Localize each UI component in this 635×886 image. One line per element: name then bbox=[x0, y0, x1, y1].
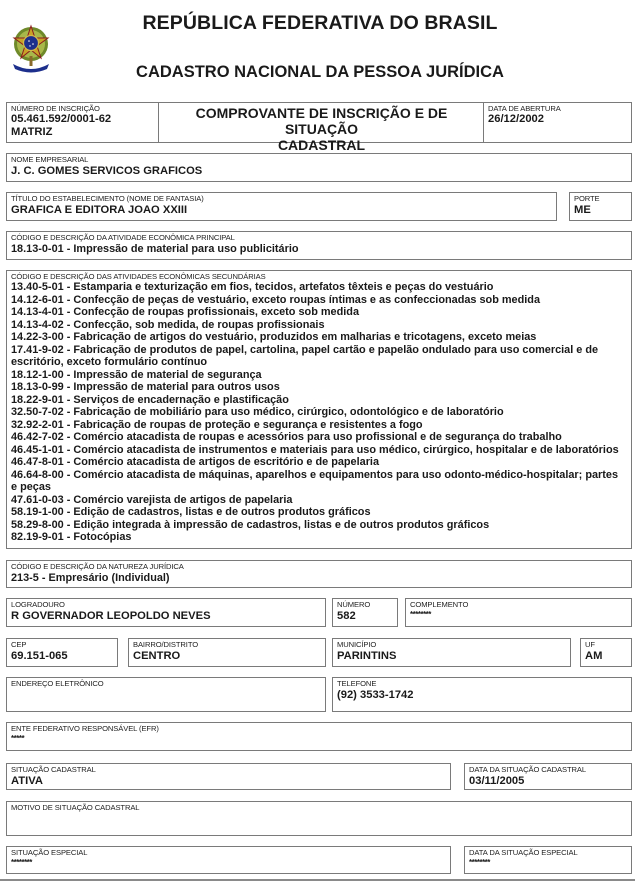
registry-title: CADASTRO NACIONAL DA PESSOA JURÍDICA bbox=[136, 63, 504, 81]
nome-empresarial-label: NOME EMPRESARIAL bbox=[11, 155, 89, 164]
efr-value: ***** bbox=[11, 734, 25, 743]
atividades-secundarias-label: CÓDIGO E DESCRIÇÃO DAS ATIVIDADES ECONÔMICAS SECUNDÁRIAS bbox=[11, 272, 266, 281]
efr-label: ENTE FEDERATIVO RESPONSÁVEL (EFR) bbox=[11, 724, 159, 733]
efr-field bbox=[6, 722, 632, 751]
telefone-label: TELEFONE bbox=[337, 679, 377, 688]
list-item: 46.47-8-01 - Comércio atacadista de artigos de escritório e de papelaria bbox=[11, 456, 380, 468]
list-item: 14.12-6-01 - Confecção de peças de vestuário, exceto roupas íntimas e as confeccionadas sob medida bbox=[11, 293, 541, 306]
cnpj-value: 05.461.592/0001-62 bbox=[11, 113, 112, 125]
telefone-value: (92) 3533-1742 bbox=[337, 689, 414, 701]
municipio-label: MUNICÍPIO bbox=[337, 640, 377, 649]
inscricao-label: NÚMERO DE INSCRIÇÃO bbox=[11, 104, 100, 113]
atividade-principal-field bbox=[6, 231, 632, 260]
country-title: REPÚBLICA FEDERATIVA DO BRASIL bbox=[142, 12, 498, 34]
atividades-secundarias-field bbox=[6, 270, 632, 549]
numero-field bbox=[332, 598, 398, 627]
complemento-label: COMPLEMENTO bbox=[410, 600, 469, 609]
matriz-value: MATRIZ bbox=[11, 125, 53, 138]
abertura-field bbox=[484, 103, 631, 126]
cep-value: 69.151-065 bbox=[11, 650, 68, 662]
logradouro-field bbox=[6, 598, 326, 627]
endereco-eletronico-value bbox=[7, 688, 325, 689]
cep-label: CEP bbox=[11, 640, 27, 649]
list-item: 47.61-0-03 - Comércio varejista de artigos de papelaria bbox=[11, 493, 293, 506]
list-item: 32.50-7-02 - Fabricação de mobiliário para uso médico, cirúrgico, odontológico e de laboratório bbox=[11, 406, 504, 418]
list-item: 14.22-3-00 - Fabricação de artigos do vestuário, produzidos em malharias e tricotagens, exceto meias bbox=[11, 331, 537, 343]
data-situacao-especial-value: ******** bbox=[469, 858, 490, 867]
logradouro-value: R GOVERNADOR LEOPOLDO NEVES bbox=[11, 610, 211, 622]
list-item: 18.12-1-00 - Impressão de material de segurança bbox=[11, 368, 262, 381]
list-item: 58.19-1-00 - Edição de cadastros, listas e de outros produtos gráficos bbox=[11, 506, 371, 518]
list-item: 46.42-7-02 - Comércio atacadista de roupas e acessórios para uso profissional e de segurança do trabalho bbox=[11, 431, 562, 443]
list-item: 32.92-2-01 - Fabricação de roupas de proteção e segurança e resistentes a fogo bbox=[11, 418, 423, 431]
titulo-estabelecimento-field bbox=[6, 192, 557, 221]
endereco-eletronico-field bbox=[6, 677, 326, 712]
porte-value: ME bbox=[574, 204, 591, 216]
natureza-juridica-value: 213-5 - Empresário (Individual) bbox=[11, 572, 170, 584]
situacao-especial-field bbox=[6, 846, 451, 874]
uf-value: AM bbox=[585, 650, 603, 662]
list-item: 13.40-5-01 - Estamparia e texturização em fios, tecidos, artefatos têxteis e peças do vestuário bbox=[11, 281, 494, 293]
document-title-line1: COMPROVANTE DE INSCRIÇÃO E DE SITUAÇÃO bbox=[195, 105, 448, 137]
nome-empresarial-field bbox=[6, 153, 632, 182]
municipio-field bbox=[332, 638, 571, 667]
bairro-label: BAIRRO/DISTRITO bbox=[133, 640, 199, 649]
endereco-eletronico-label: ENDEREÇO ELETRÔNICO bbox=[11, 679, 104, 688]
list-item: 18.22-9-01 - Serviços de encadernação e plastificação bbox=[11, 393, 289, 406]
list-item: 17.41-9-02 - Fabricação de produtos de papel, cartolina, papel cartão e papelão ondulado para uso comercial e de escritório, exceto formulário contínuo bbox=[11, 343, 599, 368]
situacao-especial-value: ******** bbox=[11, 858, 32, 867]
municipio-value: PARINTINS bbox=[337, 650, 397, 662]
data-situacao-cadastral-value: 03/11/2005 bbox=[469, 775, 525, 787]
data-situacao-cadastral-field bbox=[464, 763, 632, 790]
titulo-estabelecimento-label: TÍTULO DO ESTABELECIMENTO (NOME DE FANTASIA) bbox=[11, 194, 204, 203]
data-situacao-cadastral-label: DATA DA SITUAÇÃO CADASTRAL bbox=[469, 765, 586, 774]
bottom-divider bbox=[0, 879, 635, 881]
bairro-field bbox=[128, 638, 326, 667]
situacao-cadastral-label: SITUAÇÃO CADASTRAL bbox=[11, 765, 96, 774]
uf-field bbox=[580, 638, 632, 667]
complemento-field bbox=[405, 598, 632, 627]
complemento-value: ******** bbox=[410, 610, 431, 619]
list-item: 14.13-4-01 - Confecção de roupas profissionais, exceto sob medida bbox=[11, 306, 360, 318]
titulo-estabelecimento-value: GRAFICA E EDITORA JOAO XXIII bbox=[11, 204, 188, 216]
natureza-juridica-label: CÓDIGO E DESCRIÇÃO DA NATUREZA JURÍDICA bbox=[11, 562, 184, 571]
document-title bbox=[159, 103, 484, 153]
atividade-principal-value: 18.13-0-01 - Impressão de material para uso publicitário bbox=[11, 243, 299, 255]
situacao-especial-label: SITUAÇÃO ESPECIAL bbox=[11, 848, 88, 857]
abertura-value: 26/12/2002 bbox=[488, 113, 544, 125]
telefone-field bbox=[332, 677, 632, 712]
porte-label: PORTE bbox=[574, 194, 600, 203]
motivo-situacao-value bbox=[7, 812, 631, 813]
uf-label: UF bbox=[585, 640, 595, 649]
motivo-situacao-field bbox=[6, 801, 632, 836]
list-item: 46.64-8-00 - Comércio atacadista de máquinas, aparelhos e equipamentos para uso odonto-médico-hospitalar; partes e peças bbox=[11, 468, 619, 493]
bairro-value: CENTRO bbox=[133, 650, 181, 662]
motivo-situacao-label: MOTIVO DE SITUAÇÃO CADASTRAL bbox=[11, 803, 140, 812]
list-item: 58.29-8-00 - Edição integrada à impressão de cadastros, listas e de outros produtos gráficos bbox=[11, 518, 490, 531]
list-item: 18.13-0-99 - Impressão de material para outros usos bbox=[11, 381, 280, 393]
atividades-secundarias-list bbox=[7, 281, 631, 544]
nome-empresarial-value: J. C. GOMES SERVICOS GRAFICOS bbox=[11, 165, 203, 177]
logradouro-label: LOGRADOURO bbox=[11, 600, 65, 609]
numero-label: NÚMERO bbox=[337, 600, 371, 609]
abertura-label: DATA DE ABERTURA bbox=[488, 104, 561, 113]
list-item: 14.13-4-02 - Confecção, sob medida, de roupas profissionais bbox=[11, 318, 325, 331]
situacao-cadastral-field bbox=[6, 763, 451, 790]
list-item: 82.19-9-01 - Fotocópias bbox=[11, 531, 132, 543]
inscricao-field bbox=[7, 103, 159, 138]
numero-value: 582 bbox=[337, 610, 356, 622]
data-situacao-especial-label: DATA DA SITUAÇÃO ESPECIAL bbox=[469, 848, 578, 857]
cep-field bbox=[6, 638, 118, 667]
situacao-cadastral-value: ATIVA bbox=[11, 775, 43, 787]
document-title-line2: CADASTRAL bbox=[277, 137, 366, 153]
inscricao-header-box bbox=[6, 102, 632, 153]
porte-field bbox=[569, 192, 632, 221]
list-item: 46.45-1-01 - Comércio atacadista de instrumentos e materiais para uso médico, cirúrgico, hospitalar e de laboratórios bbox=[11, 443, 619, 456]
atividade-principal-label: CÓDIGO E DESCRIÇÃO DA ATIVIDADE ECONÔMICA PRINCIPAL bbox=[11, 233, 235, 242]
data-situacao-especial-field bbox=[464, 846, 632, 874]
natureza-juridica-field bbox=[6, 560, 632, 588]
